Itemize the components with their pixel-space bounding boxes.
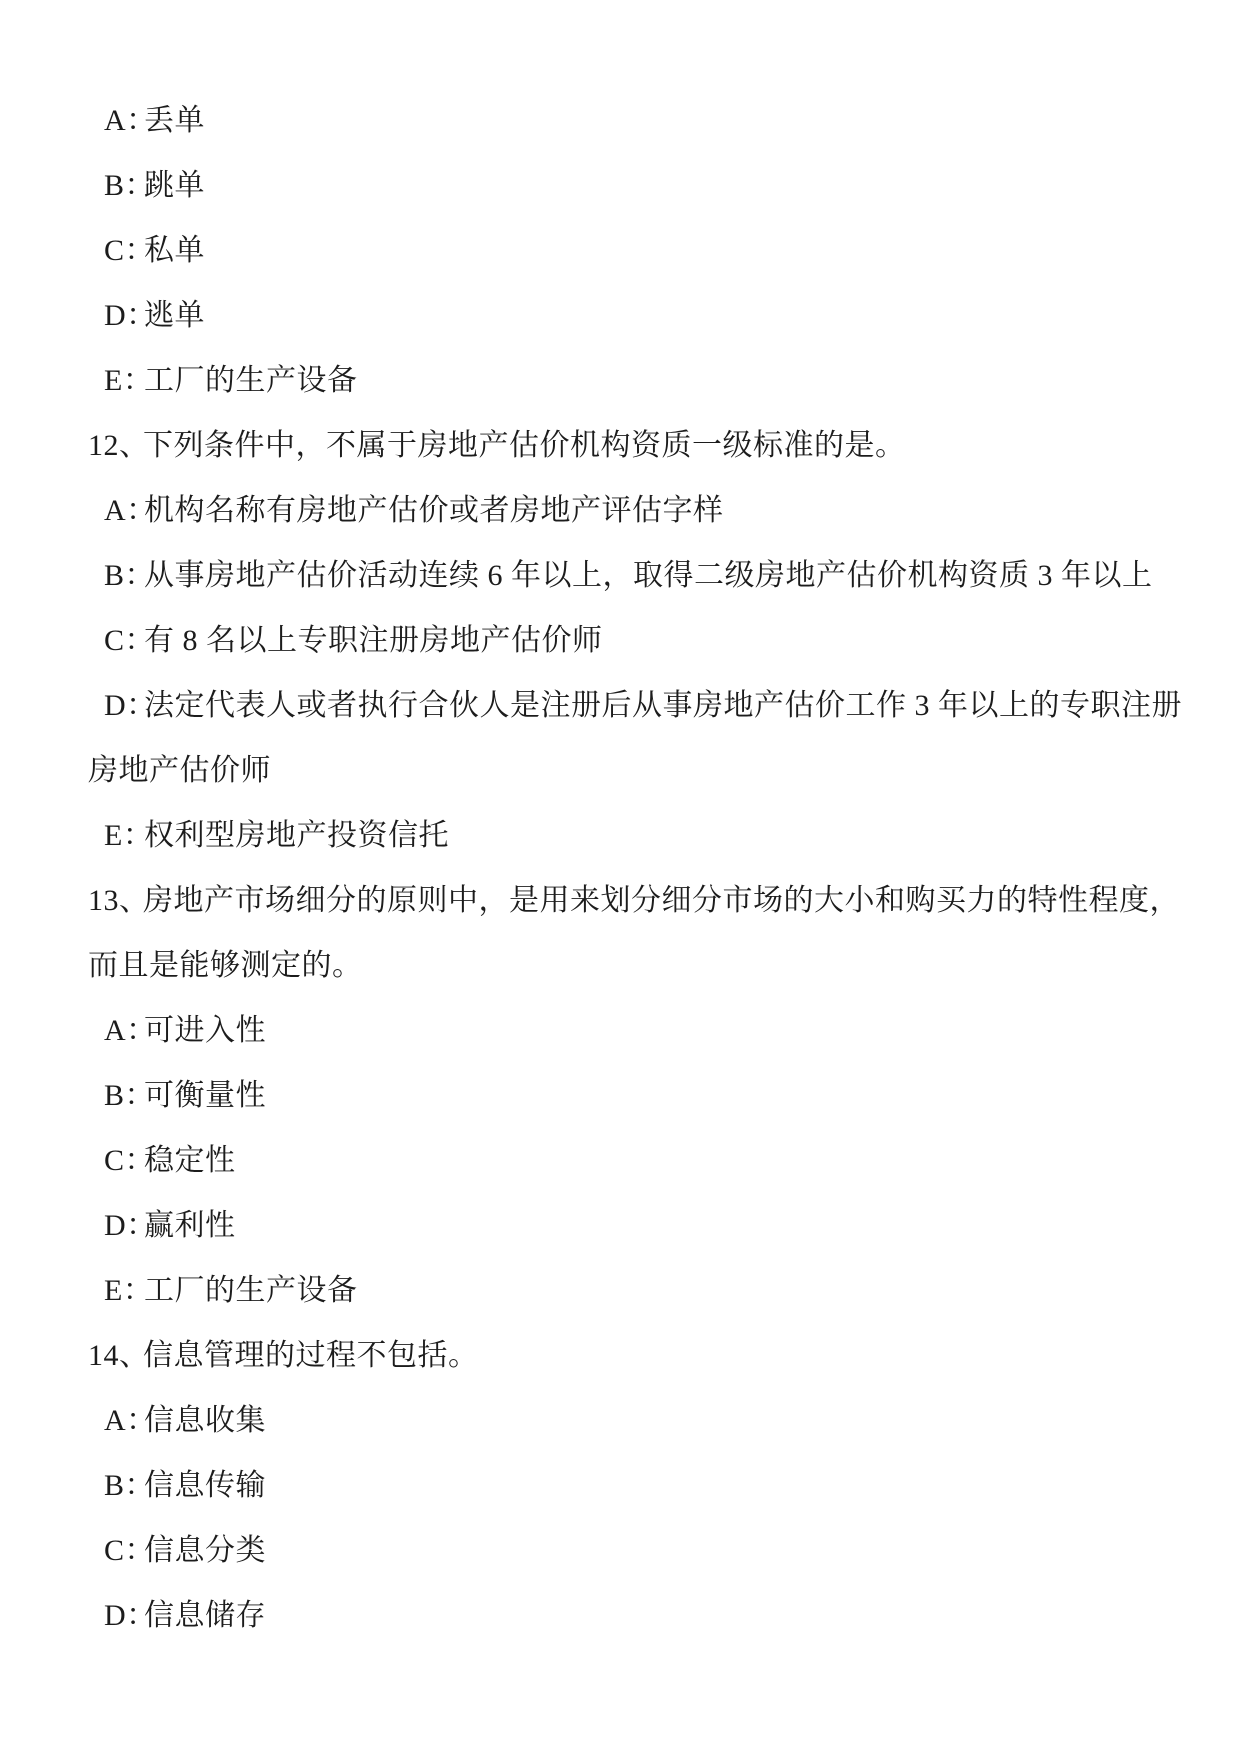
option-text: 信息传输 [144, 1469, 266, 1502]
option-line [0, 1583, 1240, 1648]
option-letter: C： [104, 624, 156, 657]
option-letter: B： [104, 169, 156, 202]
option-text: 跳单 [144, 169, 205, 202]
option-line [0, 348, 1240, 413]
option-letter: D： [104, 299, 157, 332]
option-text: 信息储存 [144, 1599, 266, 1632]
option-line [0, 153, 1240, 218]
option-line [0, 998, 1240, 1063]
option-text: 可衡量性 [144, 1079, 266, 1112]
option-text: 逃单 [144, 299, 205, 332]
option-text: 工厂的生产设备 [144, 1274, 358, 1307]
option-letter: D： [104, 1209, 157, 1242]
option-letter: C： [104, 1534, 156, 1567]
option-line [0, 1518, 1240, 1583]
option-text: 法定代表人或者执行合伙人是注册后从事房地产估价工作 3 年以上的专职注册 [144, 689, 1182, 722]
option-line [0, 673, 1240, 738]
option-line [0, 1388, 1240, 1453]
question-number: 12、 [88, 429, 150, 462]
option-line [0, 218, 1240, 283]
question-text: 信息管理的过程不包括。 [143, 1339, 479, 1372]
option-line [0, 478, 1240, 543]
option-line [0, 608, 1240, 673]
option-letter: E： [104, 819, 154, 852]
question-text: 房地产市场细分的原则中，是用来划分细分市场的大小和购买力的特性程度， [143, 884, 1180, 917]
question-line [0, 868, 1240, 933]
option-letter: B： [104, 1079, 156, 1112]
option-line [0, 1063, 1240, 1128]
option-text: 有 8 名以上专职注册房地产估价师 [144, 624, 603, 657]
option-text: 私单 [144, 234, 205, 267]
option-line [0, 803, 1240, 868]
option-text: 赢利性 [144, 1209, 236, 1242]
option-text: 信息收集 [144, 1404, 266, 1437]
wrap-line [0, 738, 1240, 803]
option-letter: D： [104, 689, 157, 722]
option-line [0, 1453, 1240, 1518]
option-letter: C： [104, 1144, 156, 1177]
option-letter: A： [104, 104, 157, 137]
option-line [0, 1258, 1240, 1323]
option-text: 稳定性 [144, 1144, 236, 1177]
option-text: 丢单 [144, 104, 205, 137]
option-text: 机构名称有房地产估价或者房地产评估字样 [144, 494, 724, 527]
question-line [0, 1323, 1240, 1388]
option-letter: A： [104, 1014, 157, 1047]
option-letter: B： [104, 559, 156, 592]
option-letter: D： [104, 1599, 157, 1632]
question-text: 下列条件中，不属于房地产估价机构资质一级标准的是。 [143, 429, 906, 462]
wrap-line [0, 933, 1240, 998]
option-line [0, 1193, 1240, 1258]
option-line [0, 1128, 1240, 1193]
text-block [0, 88, 1240, 1648]
option-text: 从事房地产估价活动连续 6 年以上，取得二级房地产估价机构资质 3 年以上 [144, 559, 1153, 592]
question-number: 13、 [88, 884, 150, 917]
question-number: 14、 [88, 1339, 150, 1372]
option-letter: B： [104, 1469, 156, 1502]
option-letter: E： [104, 364, 154, 397]
option-text: 信息分类 [144, 1534, 266, 1567]
wrap-text: 而且是能够测定的。 [88, 949, 363, 982]
option-text: 权利型房地产投资信托 [144, 819, 449, 852]
option-text: 可进入性 [144, 1014, 266, 1047]
option-letter: C： [104, 234, 156, 267]
option-line [0, 283, 1240, 348]
option-line [0, 543, 1240, 608]
option-letter: A： [104, 494, 157, 527]
option-line [0, 88, 1240, 153]
option-text: 工厂的生产设备 [144, 364, 358, 397]
question-line [0, 413, 1240, 478]
option-letter: A： [104, 1404, 157, 1437]
option-letter: E： [104, 1274, 154, 1307]
wrap-text: 房地产估价师 [88, 754, 271, 787]
